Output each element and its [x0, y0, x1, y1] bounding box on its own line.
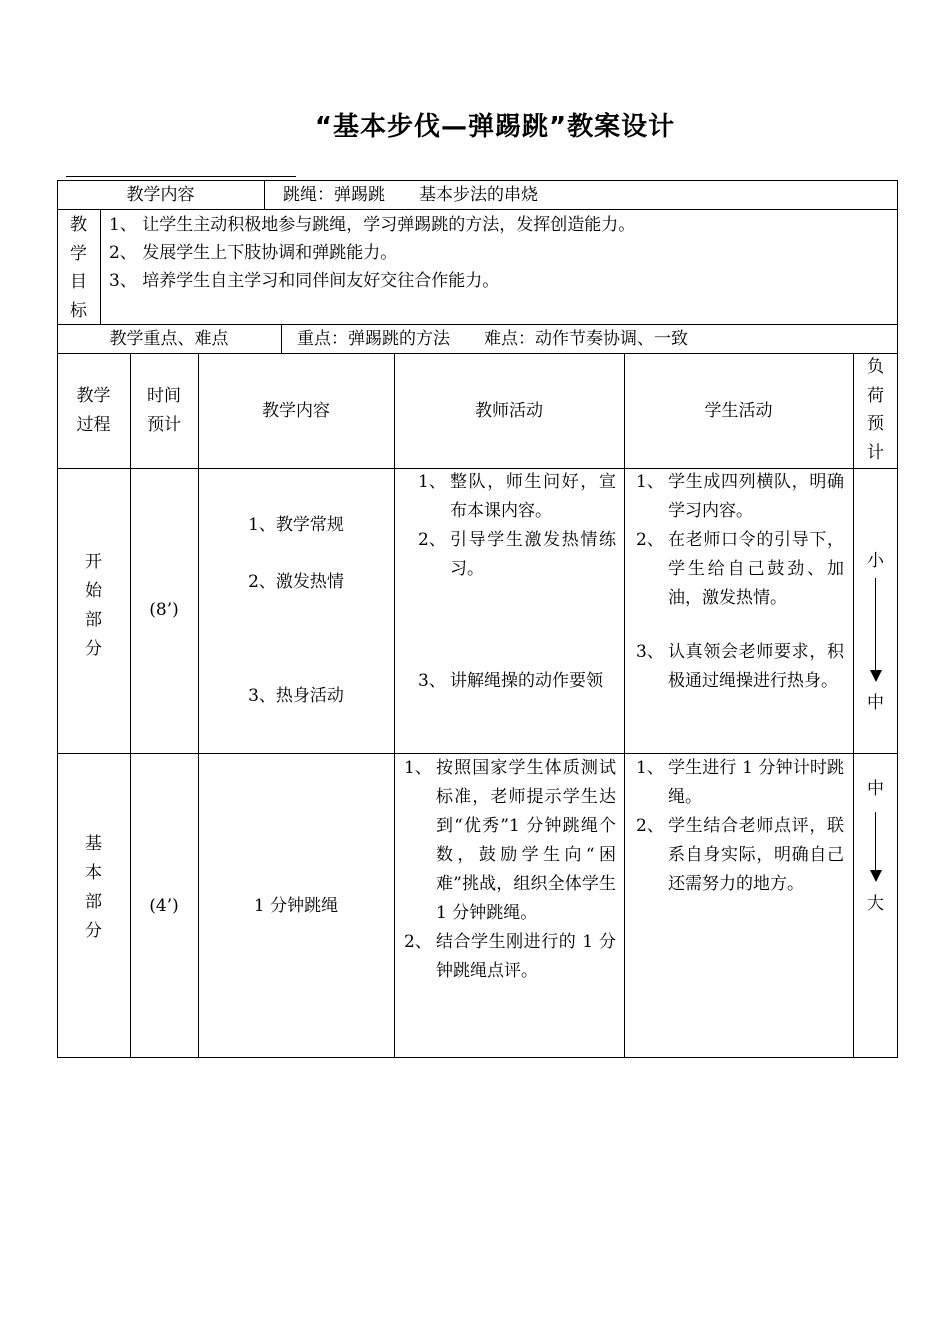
list-item [636, 638, 844, 696]
teacher-activity-list [418, 468, 616, 584]
section-name [57, 830, 130, 946]
goal-item: 1、 让学生主动积极地参与跳绳，学习弹踢跳的方法，发挥创造能力。 [109, 215, 636, 235]
teacher-activity-list [418, 667, 616, 696]
content-row-divider [264, 180, 265, 210]
item-text: 在老师口令的引导下，学生给自己鼓劲、加油，激发热情。 [668, 530, 844, 608]
item-text: 学生结合老师点评，联系自身实际，明确自己还需努力的地方。 [668, 816, 844, 894]
content-row-label: 教学内容 [126, 185, 195, 205]
list-item [636, 754, 844, 812]
header-student: 学生活动 [704, 401, 773, 421]
item-text: 引导学生激发热情练习。 [450, 530, 616, 579]
item-number: 1、 [636, 472, 664, 492]
section-name-char: 本 [85, 863, 102, 883]
header-process-line: 过程 [76, 415, 111, 435]
section-time: (4’) [149, 896, 179, 916]
section-name-char: 始 [85, 581, 102, 601]
col-divider [624, 353, 625, 1058]
list-item [418, 667, 616, 696]
load-to: 中 [867, 693, 884, 713]
section-name-char: 基 [85, 834, 102, 854]
keypoints-label: 教学重点、难点 [109, 329, 229, 349]
goals-label-char: 标 [70, 300, 87, 321]
list-item [636, 468, 844, 526]
student-activity-list [636, 638, 844, 696]
header-load-char: 预 [867, 414, 884, 434]
section-content-item: 1、教学常规 [248, 515, 344, 535]
load-to: 大 [867, 894, 884, 914]
keypoints-divider [281, 324, 282, 354]
section-name [57, 548, 130, 664]
section-name-char: 部 [85, 610, 102, 630]
header-process [57, 382, 130, 440]
section-content-item: 3、热身活动 [248, 686, 344, 706]
section-content-item: 1 分钟跳绳 [253, 896, 339, 916]
goal-item: 3、 培养学生自主学习和同伴间友好交往合作能力。 [109, 271, 500, 291]
goals-label-char: 目 [70, 272, 87, 292]
goals-divider [100, 209, 101, 325]
item-number: 2、 [404, 932, 432, 952]
list-item [418, 468, 616, 526]
header-load-char: 荷 [867, 385, 884, 406]
goals-label-char: 学 [70, 243, 87, 264]
item-text: 认真领会老师要求，积极通过绳操进行热身。 [668, 642, 844, 691]
page-title: “基本步伐—弹踢跳”教案设计 [314, 112, 676, 142]
header-teacher: 教师活动 [475, 401, 543, 421]
header-load [853, 353, 898, 467]
item-text: 按照国家学生体质测试标准，老师提示学生达到“优秀”1 分钟跳绳个数，鼓励学生向“困难”挑战，组织全体学生 1 分钟跳绳。 [436, 758, 616, 923]
item-number: 3、 [418, 671, 446, 691]
title-underline [66, 176, 296, 177]
header-time [130, 382, 198, 440]
teacher-activity-list [404, 754, 616, 986]
list-item [636, 812, 844, 899]
student-activity-list [636, 468, 844, 613]
section-name-char: 分 [85, 639, 102, 659]
section-name-char: 分 [85, 921, 102, 941]
goal-item: 2、 发展学生上下肢协调和弹跳能力。 [109, 243, 398, 263]
section-time: (8’) [149, 600, 179, 620]
header-load-char: 计 [867, 442, 884, 463]
list-item [418, 526, 616, 584]
item-number: 1、 [404, 758, 432, 778]
item-text: 讲解绳操的动作要领 [450, 671, 603, 691]
header-load-char: 负 [867, 357, 884, 377]
item-number: 1、 [636, 758, 664, 778]
section-name-char: 部 [85, 892, 102, 912]
list-item [404, 754, 616, 928]
item-number: 2、 [636, 816, 664, 836]
item-text: 结合学生刚进行的 1 分钟跳绳点评。 [436, 932, 616, 981]
load-from: 中 [867, 779, 884, 799]
col-divider [130, 353, 131, 1058]
goals-label-char: 教 [70, 215, 87, 235]
header-time-line: 预计 [147, 415, 181, 435]
keypoints-value: 重点：弹踢跳的方法 难点：动作节奏协调、一致 [297, 329, 688, 349]
goals-label [57, 211, 100, 325]
item-number: 1、 [418, 472, 446, 492]
item-number: 2、 [636, 530, 664, 550]
col-divider [394, 353, 395, 1058]
content-row-value: 跳绳：弹踢跳 基本步法的串烧 [283, 185, 538, 205]
student-activity-list [636, 754, 844, 899]
load-from: 小 [867, 551, 884, 571]
header-time-line: 时间 [147, 386, 181, 406]
section-content-item: 2、激发热情 [248, 572, 344, 592]
list-item [404, 928, 616, 986]
list-item [636, 526, 844, 613]
item-number: 3、 [636, 642, 664, 662]
header-content: 教学内容 [262, 401, 330, 421]
section-name-char: 开 [85, 552, 102, 572]
item-text: 学生进行 1 分钟计时跳绳。 [668, 758, 844, 807]
item-text: 学生成四列横队，明确学习内容。 [668, 472, 844, 521]
item-number: 2、 [418, 530, 446, 550]
header-process-line: 教学 [76, 386, 111, 406]
item-text: 整队，师生问好，宣布本课内容。 [450, 472, 616, 521]
